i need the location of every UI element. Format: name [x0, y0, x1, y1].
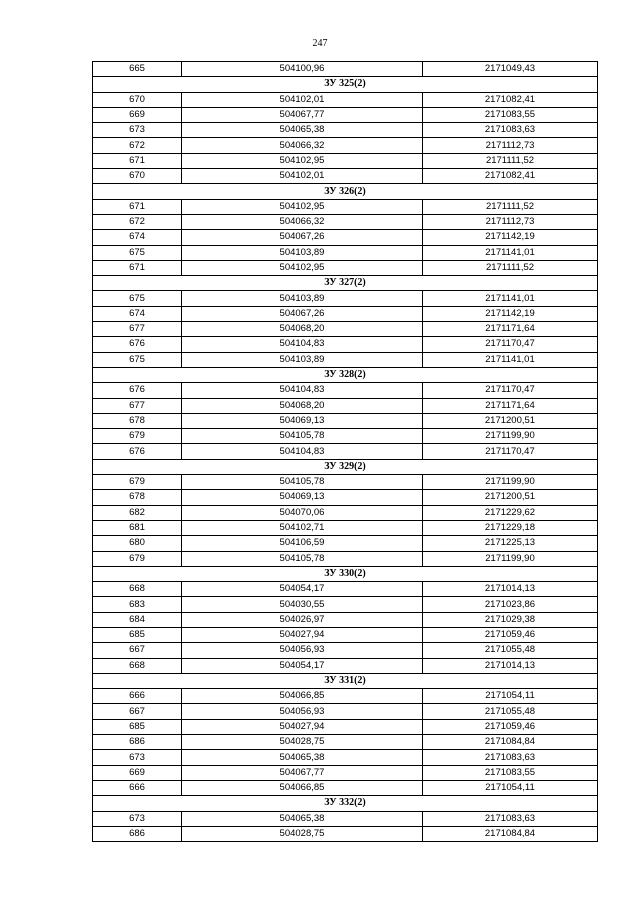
x-coordinate-cell: 504069,13: [182, 490, 423, 505]
x-coordinate-cell: 504028,75: [182, 735, 423, 750]
x-coordinate-cell: 504070,06: [182, 505, 423, 520]
table-row: [93, 490, 598, 505]
x-coordinate-cell: 504067,26: [182, 306, 423, 321]
y-coordinate-cell: 2171054,11: [423, 689, 598, 704]
y-coordinate-cell: 2171229,18: [423, 520, 598, 535]
table-row: [93, 582, 598, 597]
x-coordinate-cell: 504104,83: [182, 337, 423, 352]
point-number-cell: 679: [93, 475, 182, 490]
y-coordinate-cell: 2171170,47: [423, 383, 598, 398]
point-number-cell: 681: [93, 520, 182, 535]
point-number-cell: 684: [93, 612, 182, 627]
table-row: [93, 826, 598, 841]
point-number-cell: 680: [93, 536, 182, 551]
point-number-cell: 673: [93, 811, 182, 826]
y-coordinate-cell: 2171142,19: [423, 230, 598, 245]
x-coordinate-cell: 504027,94: [182, 719, 423, 734]
point-number-cell: 669: [93, 765, 182, 780]
point-number-cell: 676: [93, 444, 182, 459]
y-coordinate-cell: 2171014,13: [423, 582, 598, 597]
x-coordinate-cell: 504067,77: [182, 107, 423, 122]
y-coordinate-cell: 2171023,86: [423, 597, 598, 612]
x-coordinate-cell: 504103,89: [182, 352, 423, 367]
y-coordinate-cell: 2171083,63: [423, 811, 598, 826]
x-coordinate-cell: 504103,89: [182, 291, 423, 306]
point-number-cell: 685: [93, 719, 182, 734]
point-number-cell: 686: [93, 826, 182, 841]
table-row: [93, 413, 598, 428]
y-coordinate-cell: 2171171,64: [423, 322, 598, 337]
point-number-cell: 671: [93, 260, 182, 275]
table-row: [93, 245, 598, 260]
x-coordinate-cell: 504067,77: [182, 765, 423, 780]
point-number-cell: 675: [93, 245, 182, 260]
section-header-row: [93, 184, 598, 199]
table-row: [93, 597, 598, 612]
point-number-cell: 677: [93, 398, 182, 413]
table-row: [93, 719, 598, 734]
point-number-cell: 673: [93, 123, 182, 138]
y-coordinate-cell: 2171055,48: [423, 643, 598, 658]
point-number-cell: 675: [93, 291, 182, 306]
table-row: [93, 62, 598, 77]
y-coordinate-cell: 2171229,62: [423, 505, 598, 520]
point-number-cell: 683: [93, 597, 182, 612]
x-coordinate-cell: 504102,95: [182, 260, 423, 275]
point-number-cell: 676: [93, 337, 182, 352]
y-coordinate-cell: 2171084,84: [423, 735, 598, 750]
section-title: ЗУ 328(2): [93, 367, 598, 382]
table-row: [93, 322, 598, 337]
table-row: [93, 429, 598, 444]
table-row: [93, 765, 598, 780]
point-number-cell: 679: [93, 551, 182, 566]
table-row: [93, 337, 598, 352]
table-row: [93, 444, 598, 459]
y-coordinate-cell: 2171054,11: [423, 780, 598, 795]
table-row: [93, 138, 598, 153]
table-row: [93, 199, 598, 214]
point-number-cell: 672: [93, 138, 182, 153]
x-coordinate-cell: 504068,20: [182, 398, 423, 413]
table-row: [93, 780, 598, 795]
section-header-row: [93, 459, 598, 474]
table-row: [93, 643, 598, 658]
section-header-row: [93, 276, 598, 291]
point-number-cell: 675: [93, 352, 182, 367]
section-header-row: [93, 566, 598, 581]
table-row: [93, 704, 598, 719]
y-coordinate-cell: 2171049,43: [423, 62, 598, 77]
y-coordinate-cell: 2171055,48: [423, 704, 598, 719]
y-coordinate-cell: 2171059,46: [423, 719, 598, 734]
table-row: [93, 107, 598, 122]
point-number-cell: 670: [93, 169, 182, 184]
y-coordinate-cell: 2171141,01: [423, 245, 598, 260]
table-row: [93, 291, 598, 306]
section-header-row: [93, 796, 598, 811]
x-coordinate-cell: 504102,95: [182, 153, 423, 168]
y-coordinate-cell: 2171141,01: [423, 352, 598, 367]
x-coordinate-cell: 504028,75: [182, 826, 423, 841]
point-number-cell: 669: [93, 107, 182, 122]
point-number-cell: 666: [93, 689, 182, 704]
point-number-cell: 671: [93, 153, 182, 168]
y-coordinate-cell: 2171083,63: [423, 123, 598, 138]
y-coordinate-cell: 2171170,47: [423, 337, 598, 352]
table-row: [93, 169, 598, 184]
section-header-row: [93, 673, 598, 688]
x-coordinate-cell: 504056,93: [182, 704, 423, 719]
section-title: ЗУ 329(2): [93, 459, 598, 474]
x-coordinate-cell: 504054,17: [182, 582, 423, 597]
y-coordinate-cell: 2171112,73: [423, 214, 598, 229]
section-title: ЗУ 325(2): [93, 77, 598, 92]
x-coordinate-cell: 504104,83: [182, 444, 423, 459]
x-coordinate-cell: 504102,01: [182, 92, 423, 107]
table-row: [93, 750, 598, 765]
y-coordinate-cell: 2171082,41: [423, 92, 598, 107]
y-coordinate-cell: 2171199,90: [423, 429, 598, 444]
table-row: [93, 735, 598, 750]
point-number-cell: 666: [93, 780, 182, 795]
table-row: [93, 689, 598, 704]
x-coordinate-cell: 504104,83: [182, 383, 423, 398]
table-row: [93, 92, 598, 107]
y-coordinate-cell: 2171029,38: [423, 612, 598, 627]
y-coordinate-cell: 2171170,47: [423, 444, 598, 459]
y-coordinate-cell: 2171225,13: [423, 536, 598, 551]
table-row: [93, 627, 598, 642]
table-row: [93, 612, 598, 627]
point-number-cell: 671: [93, 199, 182, 214]
table-row: [93, 811, 598, 826]
point-number-cell: 679: [93, 429, 182, 444]
y-coordinate-cell: 2171083,63: [423, 750, 598, 765]
x-coordinate-cell: 504065,38: [182, 811, 423, 826]
x-coordinate-cell: 504105,78: [182, 475, 423, 490]
x-coordinate-cell: 504030,55: [182, 597, 423, 612]
point-number-cell: 668: [93, 582, 182, 597]
y-coordinate-cell: 2171171,64: [423, 398, 598, 413]
x-coordinate-cell: 504105,78: [182, 429, 423, 444]
x-coordinate-cell: 504056,93: [182, 643, 423, 658]
coordinates-table-body: [93, 62, 598, 842]
x-coordinate-cell: 504026,97: [182, 612, 423, 627]
table-row: [93, 306, 598, 321]
section-title: ЗУ 327(2): [93, 276, 598, 291]
coordinates-table: [92, 61, 598, 842]
x-coordinate-cell: 504102,71: [182, 520, 423, 535]
page-number: 247: [312, 38, 328, 49]
y-coordinate-cell: 2171084,84: [423, 826, 598, 841]
x-coordinate-cell: 504066,85: [182, 689, 423, 704]
section-header-row: [93, 77, 598, 92]
x-coordinate-cell: 504065,38: [182, 123, 423, 138]
y-coordinate-cell: 2171111,52: [423, 260, 598, 275]
table-row: [93, 475, 598, 490]
table-row: [93, 383, 598, 398]
point-number-cell: 674: [93, 306, 182, 321]
table-row: [93, 352, 598, 367]
point-number-cell: 667: [93, 704, 182, 719]
section-title: ЗУ 330(2): [93, 566, 598, 581]
x-coordinate-cell: 504069,13: [182, 413, 423, 428]
x-coordinate-cell: 504106,59: [182, 536, 423, 551]
y-coordinate-cell: 2171200,51: [423, 413, 598, 428]
x-coordinate-cell: 504066,85: [182, 780, 423, 795]
table-row: [93, 505, 598, 520]
y-coordinate-cell: 2171083,55: [423, 765, 598, 780]
section-title: ЗУ 332(2): [93, 796, 598, 811]
table-row: [93, 214, 598, 229]
point-number-cell: 678: [93, 413, 182, 428]
x-coordinate-cell: 504105,78: [182, 551, 423, 566]
x-coordinate-cell: 504065,38: [182, 750, 423, 765]
point-number-cell: 685: [93, 627, 182, 642]
x-coordinate-cell: 504103,89: [182, 245, 423, 260]
table-row: [93, 230, 598, 245]
section-title: ЗУ 331(2): [93, 673, 598, 688]
y-coordinate-cell: 2171141,01: [423, 291, 598, 306]
point-number-cell: 677: [93, 322, 182, 337]
x-coordinate-cell: 504102,01: [182, 169, 423, 184]
point-number-cell: 672: [93, 214, 182, 229]
x-coordinate-cell: 504054,17: [182, 658, 423, 673]
section-title: ЗУ 326(2): [93, 184, 598, 199]
table-row: [93, 520, 598, 535]
table-row: [93, 536, 598, 551]
x-coordinate-cell: 504100,96: [182, 62, 423, 77]
table-row: [93, 260, 598, 275]
section-header-row: [93, 367, 598, 382]
y-coordinate-cell: 2171083,55: [423, 107, 598, 122]
y-coordinate-cell: 2171111,52: [423, 199, 598, 214]
y-coordinate-cell: 2171014,13: [423, 658, 598, 673]
table-row: [93, 398, 598, 413]
y-coordinate-cell: 2171199,90: [423, 475, 598, 490]
y-coordinate-cell: 2171059,46: [423, 627, 598, 642]
y-coordinate-cell: 2171199,90: [423, 551, 598, 566]
table-row: [93, 153, 598, 168]
point-number-cell: 678: [93, 490, 182, 505]
point-number-cell: 665: [93, 62, 182, 77]
x-coordinate-cell: 504067,26: [182, 230, 423, 245]
y-coordinate-cell: 2171112,73: [423, 138, 598, 153]
point-number-cell: 667: [93, 643, 182, 658]
point-number-cell: 670: [93, 92, 182, 107]
point-number-cell: 686: [93, 735, 182, 750]
table-row: [93, 123, 598, 138]
x-coordinate-cell: 504027,94: [182, 627, 423, 642]
y-coordinate-cell: 2171200,51: [423, 490, 598, 505]
table-row: [93, 658, 598, 673]
y-coordinate-cell: 2171082,41: [423, 169, 598, 184]
x-coordinate-cell: 504068,20: [182, 322, 423, 337]
point-number-cell: 673: [93, 750, 182, 765]
x-coordinate-cell: 504066,32: [182, 138, 423, 153]
point-number-cell: 682: [93, 505, 182, 520]
x-coordinate-cell: 504102,95: [182, 199, 423, 214]
point-number-cell: 668: [93, 658, 182, 673]
x-coordinate-cell: 504066,32: [182, 214, 423, 229]
point-number-cell: 676: [93, 383, 182, 398]
point-number-cell: 674: [93, 230, 182, 245]
table-row: [93, 551, 598, 566]
y-coordinate-cell: 2171111,52: [423, 153, 598, 168]
y-coordinate-cell: 2171142,19: [423, 306, 598, 321]
